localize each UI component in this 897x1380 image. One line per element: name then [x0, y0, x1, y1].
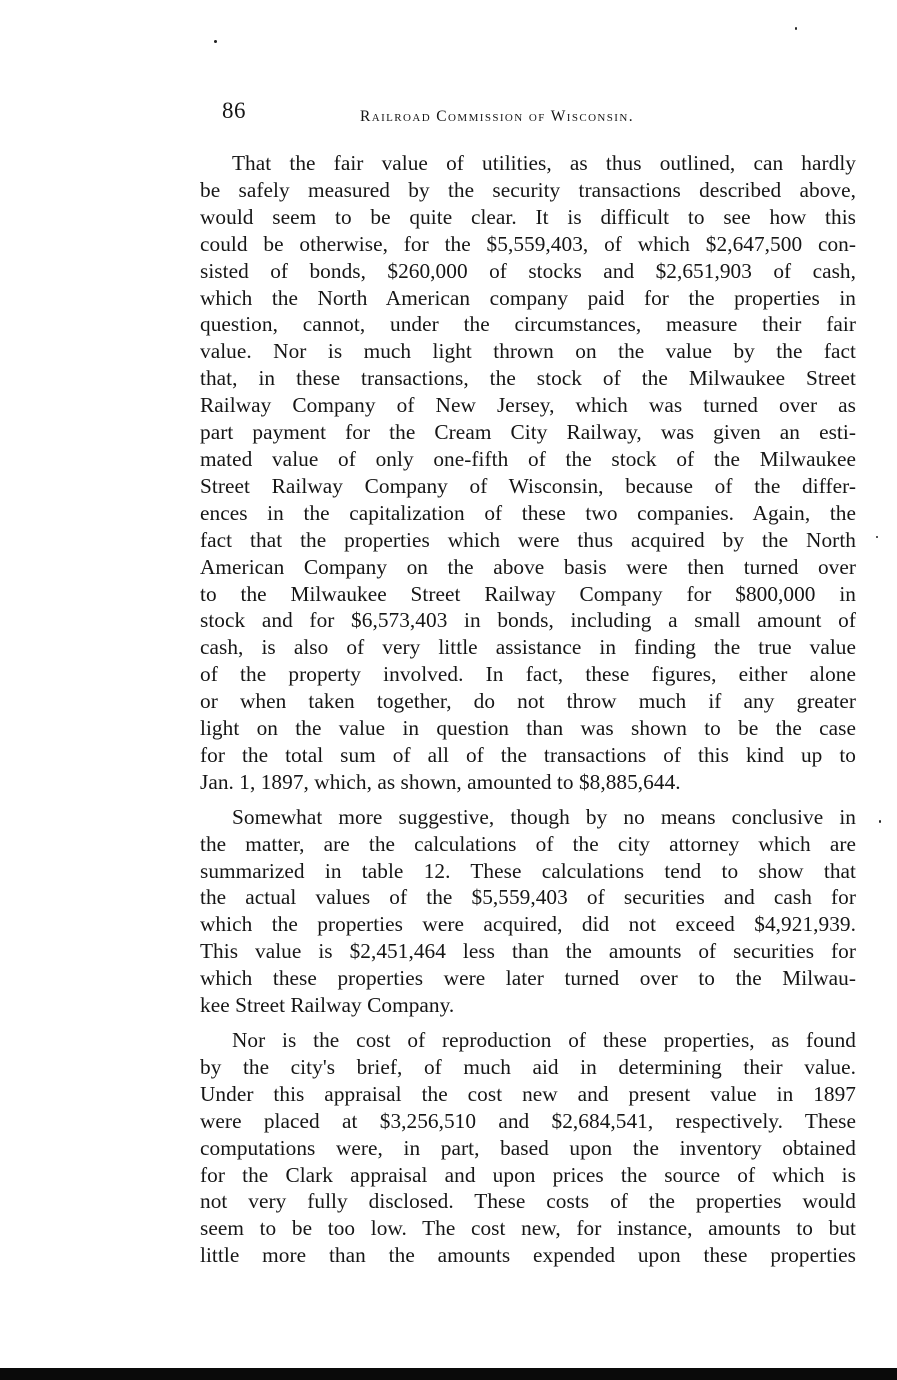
text-line: or when taken together, do not throw much if any greater	[200, 689, 856, 714]
paragraph-2	[200, 804, 856, 1019]
text-line: kee Street Railway Company.	[200, 993, 455, 1018]
text-line: Nor is the cost of reproduction of these properties, as found	[232, 1028, 856, 1052]
text-line: light on the value in question than was shown to be the case	[200, 716, 856, 741]
page-number: 86	[222, 98, 246, 123]
scan-speck	[876, 536, 878, 538]
text-line: stock and for $6,573,403 in bonds, including a small amount of	[200, 608, 856, 633]
text-line: for the total sum of all of the transactions of this kind up to	[200, 742, 856, 767]
paragraph-1	[200, 150, 856, 796]
text-line: fact that the properties which were thus acquired by the North	[200, 527, 856, 552]
text-line: could be otherwise, for the $5,559,403, of which $2,647,500 con-	[200, 231, 856, 256]
text-line: sisted of bonds, $260,000 of stocks and $2,651,903 of cash,	[200, 258, 856, 283]
text-line: mated value of only one-fifth of the stock of the Milwaukee	[200, 446, 856, 471]
text-line: would seem to be quite clear. It is difficult to see how this	[200, 204, 856, 229]
text-line: Jan. 1, 1897, which, as shown, amounted to $8,885,644.	[200, 769, 681, 794]
scan-speck	[214, 40, 217, 43]
body-text	[200, 150, 856, 1277]
text-line: Under this appraisal the cost new and present value in 1897	[200, 1081, 856, 1106]
text-line: summarized in table 12. These calculations tend to show that	[200, 858, 856, 883]
running-title: Railroad Commission of Wisconsin.	[360, 108, 634, 125]
text-line: be safely measured by the security transactions described above,	[200, 177, 856, 202]
text-line: Railway Company of New Jersey, which was turned over as	[200, 393, 856, 418]
scan-speck	[879, 820, 881, 823]
text-line: that, in these transactions, the stock of the Milwaukee Street	[200, 366, 856, 391]
text-line: little more than the amounts expended upon these properties	[200, 1243, 856, 1268]
text-line: of the property involved. In fact, these figures, either alone	[200, 662, 856, 687]
text-line: American Company on the above basis were then turned over	[200, 554, 856, 579]
text-line: Somewhat more suggestive, though by no means conclusive in	[232, 804, 856, 829]
text-line: were placed at $3,256,510 and $2,684,541, respectively. These	[200, 1108, 856, 1133]
text-line: seem to be too low. The cost new, for instance, amounts to but	[200, 1216, 856, 1241]
scan-edge-bar	[0, 1368, 897, 1380]
text-line: cash, is also of very little assistance in finding the true value	[200, 635, 856, 660]
text-line: Street Railway Company of Wisconsin, because of the differ-	[200, 473, 856, 498]
text-line: This value is $2,451,464 less than the amounts of securities for	[200, 939, 856, 964]
text-line: the matter, are the calculations of the city attorney which are	[200, 831, 856, 856]
text-line: by the city's brief, of much aid in determining their value.	[200, 1054, 856, 1079]
scan-speck	[795, 27, 797, 30]
text-line: ences in the capitalization of these two companies. Again, the	[200, 500, 856, 525]
text-line: for the Clark appraisal and upon prices the source of which is	[200, 1162, 856, 1187]
text-line: which these properties were later turned over to the Milwau-	[200, 966, 856, 991]
text-line: which the properties were acquired, did not exceed $4,921,939.	[200, 912, 856, 937]
text-line: That the fair value of utilities, as thus outlined, can hardly	[232, 151, 856, 175]
page-header	[222, 98, 862, 138]
paragraph-3	[200, 1027, 856, 1269]
text-line: the actual values of the $5,559,403 of securities and cash for	[200, 885, 856, 910]
text-line: not very fully disclosed. These costs of the properties would	[200, 1189, 856, 1214]
text-line: computations were, in part, based upon the inventory obtained	[200, 1135, 856, 1160]
text-line: question, cannot, under the circumstances, measure their fair	[200, 312, 856, 337]
text-line: value. Nor is much light thrown on the value by the fact	[200, 339, 856, 364]
text-line: part payment for the Cream City Railway, was given an esti-	[200, 420, 856, 445]
text-line: to the Milwaukee Street Railway Company for $800,000 in	[200, 581, 856, 606]
text-line: which the North American company paid for the properties in	[200, 285, 856, 310]
